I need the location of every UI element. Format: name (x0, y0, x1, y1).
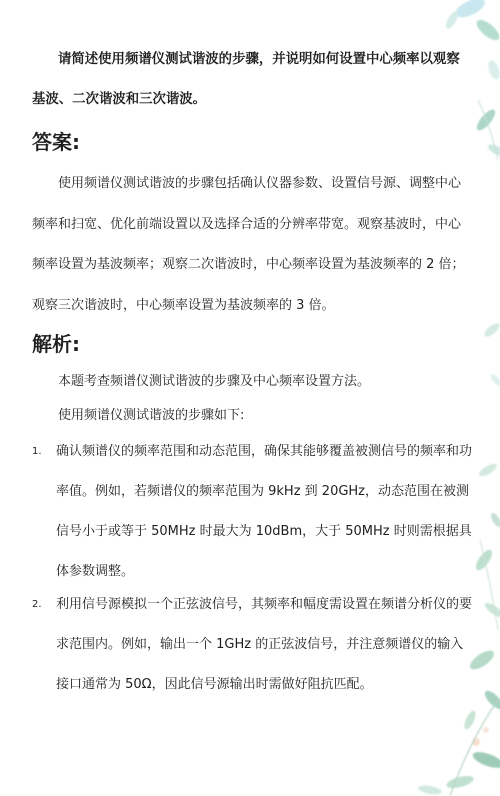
list-item (32, 585, 472, 705)
list-item-text: 确认频谱仪的频率范围和动态范围，确保其能够覆盖被测信号的频率和功率值。例如，若频谱仪的频率范围为 9kHz 到 20GHz，动态范围在被测信号小于或等于 50MHz 时最大为 10dBm，大于 50MHz 时则需根据具体参数调整。 (56, 444, 473, 579)
list-item-number: 2. (32, 599, 42, 610)
analysis-intro: 本题考查频谱仪测试谐波的步骤及中心频率设置方法。 (58, 374, 371, 389)
answer-text: 使用频谱仪测试谐波的步骤包括确认仪器参数、设置信号源、调整中心频率和扫宽、优化前端设置以及选择合适的分辨率带宽。观察基波时，中心频率设置为基波频率；观察二次谐波时，中心频率设置为基波频率的 2 倍；观察三次谐波时，中心频率设置为基波频率的 3 倍。 (32, 176, 465, 313)
answer-heading: 答案: (32, 130, 80, 154)
list-item-number: 1. (32, 446, 42, 457)
list-item-text: 利用信号源模拟一个正弦波信号，其频率和幅度需设置在频谱分析仪的要求范围内。例如，输出一个 1GHz 的正弦波信号，并注意频谱仪的输入接口通常为 50Ω，因此信号源输出时需做好阻抗匹配。 (56, 597, 473, 692)
list-item (32, 432, 472, 592)
analysis-steps-intro: 使用频谱仪测试谐波的步骤如下: (58, 408, 245, 423)
question-text: 请简述使用频谱仪测试谐波的步骤，并说明如何设置中心频率以观察基波、二次谐波和三次谐波。 (32, 52, 460, 107)
analysis-heading: 解析: (32, 332, 80, 356)
